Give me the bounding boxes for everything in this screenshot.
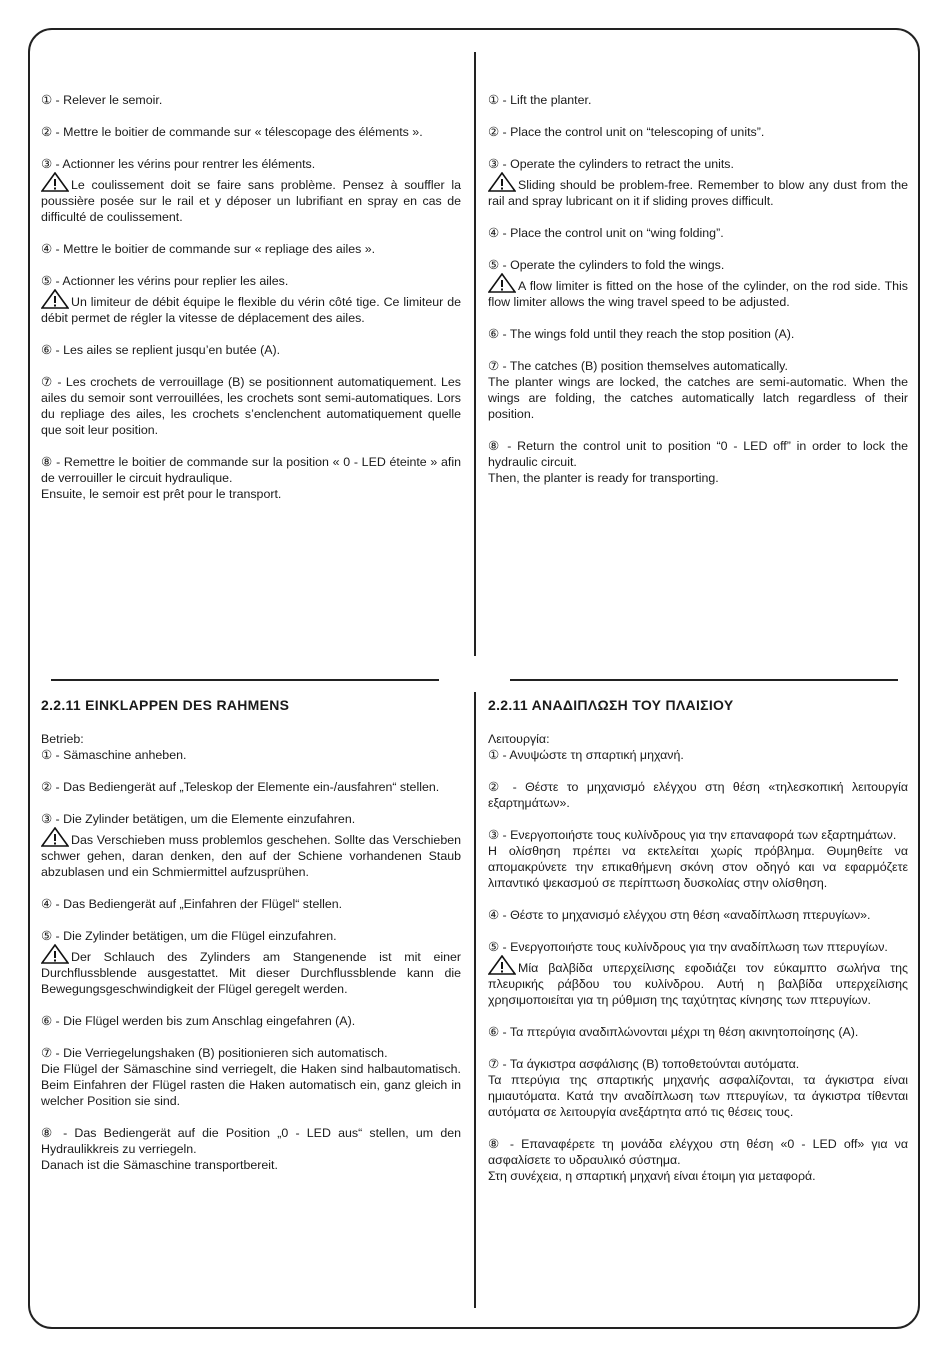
en-warning-2-text: A flow limiter is fitted on the hose of the cylinder, on the rod side. This flow limiter allows the wing travel speed to be adjusted. <box>488 279 908 309</box>
fr-step-8: ⑧ - Remettre le boitier de commande sur la position « 0 - LED éteinte » afin de verrouiller le circuit hydraulique. <box>41 455 461 485</box>
de-step-5: ⑤ - Die Zylinder betätigen, um die Flügel einzufahren. <box>41 929 337 943</box>
de-step-8: ⑧ - Das Bediengerät auf die Position „0 - LED aus“ stellen, um den Hydraulikkreis zu verriegeln. <box>41 1126 461 1156</box>
el-step-1: ① - Ανυψώστε τη σπαρτική μηχανή. <box>488 748 684 762</box>
en-step-2: ② - Place the control unit on “telescoping of units”. <box>488 125 765 139</box>
el-section-heading: 2.2.11 ΑΝΑΔΙΠΛΩΣΗ ΤΟΥ ΠΛΑΙΣΙΟΥ <box>488 697 734 713</box>
warning-icon <box>41 944 69 964</box>
french-column <box>41 92 461 518</box>
de-section-heading: 2.2.11 EINKLAPPEN DES RAHMENS <box>41 697 290 713</box>
de-step-7-detail: Die Flügel der Sämaschine sind verriegelt, die Haken sind halbautomatisch. Beim Einfahren der Flügel rasten die Haken automatisch ein, ganz gleich in welcher Position sie sind. <box>41 1062 461 1108</box>
de-step-6: ⑥ - Die Flügel werden bis zum Anschlag eingefahren (A). <box>41 1014 356 1028</box>
de-step-4: ④ - Das Bediengerät auf „Einfahren der Flügel“ stellen. <box>41 897 343 911</box>
english-column <box>488 92 908 502</box>
de-step-7: ⑦ - Die Verriegelungshaken (B) positionieren sich automatisch. <box>41 1046 388 1060</box>
en-step-7-detail: The planter wings are locked, the catches are semi-automatic. When the wings are folding, the catches automatically latch regardless of their position. <box>488 375 908 421</box>
fr-closing: Ensuite, le semoir est prêt pour le transport. <box>41 487 282 501</box>
el-step-8: ⑧ - Επαναφέρετε τη μονάδα ελέγχου στη θέση «0 - LED off» για να ασφαλίσετε το υδραυλικό σύστημα. <box>488 1137 908 1167</box>
warning-icon <box>41 172 69 192</box>
fr-step-6: ⑥ - Les ailes se replient jusqu’en butée (A). <box>41 343 281 357</box>
de-step-3: ③ - Die Zylinder betätigen, um die Elemente einzufahren. <box>41 812 356 826</box>
de-step-1: ① - Sämaschine anheben. <box>41 748 187 762</box>
de-warning-2-text: Der Schlauch des Zylinders am Stangenende ist mit einer Durchflussblende ausgestattet. Mit dieser Durchflussblende kann die Bewegungsgeschwindigkeit der Flügel geregelt werden. <box>41 950 461 996</box>
en-step-7: ⑦ - The catches (B) position themselves automatically. <box>488 359 788 373</box>
de-warning-2 <box>41 944 461 997</box>
en-closing: Then, the planter is ready for transporting. <box>488 471 719 485</box>
fr-warning-2 <box>41 289 461 326</box>
en-step-4: ④ - Place the control unit on “wing folding”. <box>488 226 724 240</box>
fr-warning-1 <box>41 172 461 225</box>
en-step-6: ⑥ - The wings fold until they reach the stop position (A). <box>488 327 795 341</box>
fr-step-1: ① - Relever le semoir. <box>41 93 163 107</box>
en-step-8: ⑧ - Return the control unit to position “0 - LED off” in order to lock the hydraulic circuit. <box>488 439 908 469</box>
el-step-3: ③ - Ενεργοποιήστε τους κυλίνδρους για την επαναφορά των εξαρτημάτων. <box>488 828 897 842</box>
en-warning-1-text: Sliding should be problem-free. Remember to blow any dust from the rail and spray lubricant on it if sliding proves difficult. <box>488 178 908 208</box>
warning-icon <box>41 289 69 309</box>
de-closing: Danach ist die Sämaschine transportbereit. <box>41 1158 278 1172</box>
fr-step-3: ③ - Actionner les vérins pour rentrer les éléments. <box>41 157 316 171</box>
de-warning-1 <box>41 827 461 880</box>
warning-icon <box>41 827 69 847</box>
fr-step-7: ⑦ - Les crochets de verrouillage (B) se positionnent automatiquement. Les ailes du semoir sont verrouillées, les crochets sont semi-automatiques. Lors du repliage des ailes, les crochets s’enclenchent automatiquement quelle que soit leur position. <box>41 375 461 437</box>
section-rule-left <box>51 679 439 681</box>
el-warning-1-text: Μία βαλβίδα υπερχείλισης εφοδιάζει τον εύκαμπτο σωλήνα της πλευρικής ράβδου του κυλίνδρου. Αυτή η βαλβίδα υπερχείλισης χρησιμοποιείται για τη ρύθμιση της ταχύτητας κίνησης των πτερυγίων. <box>488 961 908 1007</box>
el-step-4: ④ - Θέστε το μηχανισμό ελέγχου στη θέση «αναδίπλωση πτερυγίων». <box>488 908 871 922</box>
warning-icon <box>488 273 516 293</box>
fr-step-5: ⑤ - Actionner les vérins pour replier les ailes. <box>41 274 289 288</box>
el-step-7: ⑦ - Τα άγκιστρα ασφάλισης (B) τοποθετούνται αυτόματα. <box>488 1057 800 1071</box>
el-step-2: ② - Θέστε το μηχανισμό ελέγχου στη θέση «τηλεσκοπική λειτουργία εξαρτημάτων». <box>488 780 908 810</box>
de-intro: Betrieb: <box>41 732 84 746</box>
en-warning-2 <box>488 273 908 310</box>
el-step-3-detail: Η ολίσθηση πρέπει να εκτελείται χωρίς πρόβλημα. Θυμηθείτε να απομακρύνετε την επικαθήμενη σκόνη στον οδηγό και να εφαρμόζετε λιπαντικό ψεκασμού σε περίπτωση δυσκολίας στην ολίσθηση. <box>488 844 908 890</box>
el-intro: Λειτουργία: <box>488 732 550 746</box>
el-closing: Στη συνέχεια, η σπαρτική μηχανή είναι έτοιμη για μεταφορά. <box>488 1169 816 1183</box>
fr-step-2: ② - Mettre le boitier de commande sur « télescopage des éléments ». <box>41 125 423 139</box>
column-divider-bottom <box>474 692 476 1308</box>
fr-warning-1-text: Le coulissement doit se faire sans problème. Pensez à souffler la poussière posée sur le rail et y déposer un lubrifiant en spray en cas de difficulté de coulissement. <box>41 178 461 224</box>
warning-icon <box>488 955 516 975</box>
en-step-5: ⑤ - Operate the cylinders to fold the wings. <box>488 258 725 272</box>
greek-column <box>488 697 908 1200</box>
el-step-5: ⑤ - Ενεργοποιήστε τους κυλίνδρους για την αναδίπλωση των πτερυγίων. <box>488 940 888 954</box>
de-warning-1-text: Das Verschieben muss problemlos geschehen. Sollte das Verschieben schwer gehen, daran denken, den auf der Schiene vorhandenen Staub abzublasen und ein Schmiermittel aufzusprühen. <box>41 833 461 879</box>
en-step-1: ① - Lift the planter. <box>488 93 592 107</box>
en-warning-1 <box>488 172 908 209</box>
el-step-6: ⑥ - Τα πτερύγια αναδιπλώνονται μέχρι τη θέση ακινητοποίησης (A). <box>488 1025 859 1039</box>
en-step-3: ③ - Operate the cylinders to retract the units. <box>488 157 734 171</box>
section-rule-right <box>510 679 898 681</box>
el-warning-1 <box>488 955 908 1008</box>
de-step-2: ② - Das Bediengerät auf „Teleskop der Elemente ein-/ausfahren“ stellen. <box>41 780 440 794</box>
el-step-7-detail: Τα πτερύγια της σπαρτικής μηχανής ασφαλίζονται, τα άγκιστρα είναι ημιαυτόματα. Κατά την αναδίπλωση των πτερυγίων, τα άγκιστρα τίθενται αυτόματα σε λειτουργία ανεξάρτητα από τις θέσεις τους. <box>488 1073 908 1119</box>
warning-icon <box>488 172 516 192</box>
column-divider-top <box>474 52 476 656</box>
fr-warning-2-text: Un limiteur de débit équipe le flexible du vérin côté tige. Ce limiteur de débit permet de régler la vitesse de déplacement des ailes. <box>41 295 461 325</box>
german-column <box>41 697 461 1189</box>
fr-step-4: ④ - Mettre le boitier de commande sur « repliage des ailes ». <box>41 242 376 256</box>
